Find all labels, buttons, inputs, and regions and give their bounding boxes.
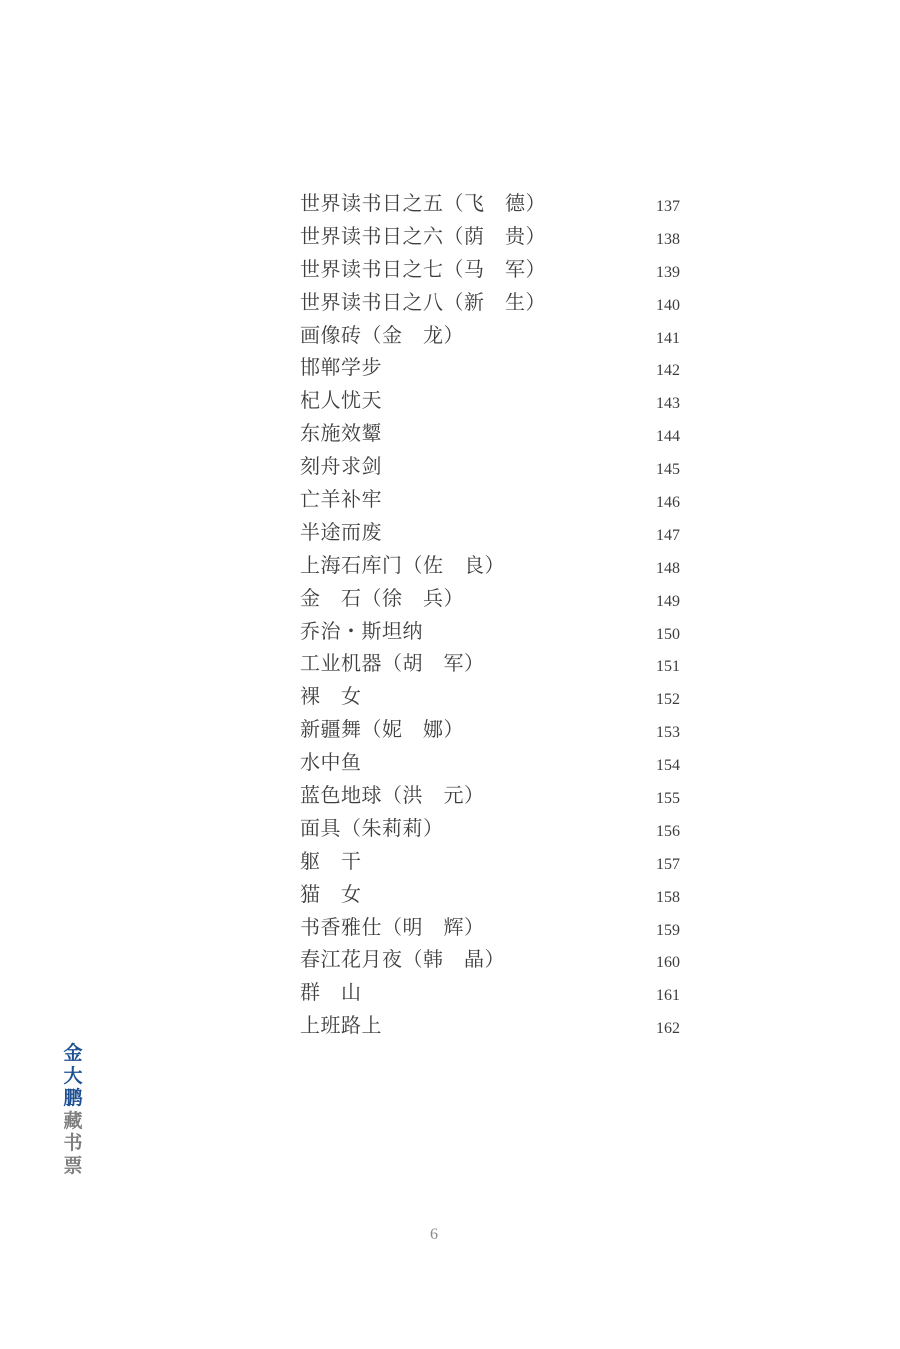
toc-entry-page: 138 xyxy=(656,230,680,248)
series-title-char: 票 xyxy=(63,1154,83,1177)
toc-entry-title: 猫 女 xyxy=(300,881,362,906)
toc-entry xyxy=(300,353,690,386)
toc-entry-title: 群 山 xyxy=(300,980,362,1005)
toc-entry-page: 155 xyxy=(656,790,680,808)
toc-entry-title: 春江花月夜（韩 晶） xyxy=(300,947,505,972)
toc-entry-title: 金 石（徐 兵） xyxy=(300,585,464,610)
toc-entry-title: 画像砖（金 龙） xyxy=(300,322,464,347)
toc-entry-title: 亡羊补牢 xyxy=(300,487,382,512)
series-title-char: 金 xyxy=(63,1042,83,1064)
toc-entry-page: 157 xyxy=(656,855,680,873)
toc-entry xyxy=(300,748,690,781)
toc-entry xyxy=(300,222,690,255)
toc-entry-title: 杞人忧天 xyxy=(300,388,382,413)
toc-entry-title: 书香雅仕（明 辉） xyxy=(300,914,485,939)
toc-entry xyxy=(300,255,690,288)
toc-entry xyxy=(300,1011,690,1044)
toc-entry xyxy=(300,913,690,946)
toc-entry-page: 147 xyxy=(656,526,680,544)
toc-entry-page: 153 xyxy=(656,724,680,742)
series-title-char: 书 xyxy=(63,1132,83,1154)
toc-entry-title: 邯郸学步 xyxy=(300,355,382,380)
page-number: 6 xyxy=(430,1226,438,1243)
book-series-title xyxy=(62,1042,84,1177)
toc-entry-page: 145 xyxy=(656,461,680,479)
toc-entry-page: 151 xyxy=(656,658,680,676)
toc-entry-title: 东施效颦 xyxy=(300,421,382,446)
toc-entry-page: 161 xyxy=(656,987,680,1005)
toc-entry-page: 150 xyxy=(656,625,680,643)
toc-entry-page: 140 xyxy=(656,296,680,314)
toc-entry-page: 149 xyxy=(656,592,680,610)
series-title-char: 藏 xyxy=(63,1109,83,1132)
toc-entry xyxy=(300,386,690,419)
toc-entry xyxy=(300,584,690,617)
toc-entry-page: 148 xyxy=(656,559,680,577)
toc-entry xyxy=(300,847,690,880)
toc-entry xyxy=(300,288,690,321)
toc-entry-title: 面具（朱莉莉） xyxy=(300,815,444,840)
toc-entry-page: 158 xyxy=(656,888,680,906)
toc-entry-page: 156 xyxy=(656,822,680,840)
toc-entry-title: 乔治・斯坦纳 xyxy=(300,618,423,643)
toc-entry-title: 世界读书日之六（荫 贵） xyxy=(300,223,546,248)
toc-entry xyxy=(300,715,690,748)
toc-entry xyxy=(300,321,690,354)
series-title-char: 鹏 xyxy=(63,1087,83,1109)
toc-entry-page: 141 xyxy=(656,329,680,347)
toc-entry xyxy=(300,452,690,485)
series-title-char: 大 xyxy=(63,1064,83,1087)
toc-entry xyxy=(300,485,690,518)
toc-entry-title: 世界读书日之五（飞 德） xyxy=(300,191,546,215)
toc-entry-title: 上班路上 xyxy=(300,1013,382,1038)
toc-entry xyxy=(300,814,690,847)
table-of-contents xyxy=(300,189,690,1044)
toc-entry xyxy=(300,945,690,978)
toc-entry-page: 159 xyxy=(656,921,680,939)
toc-entry-title: 世界读书日之七（马 军） xyxy=(300,256,546,281)
toc-entry xyxy=(300,978,690,1011)
toc-entry xyxy=(300,880,690,913)
toc-entry-title: 世界读书日之八（新 生） xyxy=(300,289,546,314)
toc-entry-page: 162 xyxy=(656,1020,680,1038)
toc-entry xyxy=(300,419,690,452)
toc-entry xyxy=(300,682,690,715)
toc-entry xyxy=(300,189,690,222)
toc-entry-title: 刻舟求剑 xyxy=(300,454,382,479)
toc-entry-title: 上海石库门（佐 良） xyxy=(300,552,505,577)
toc-entry xyxy=(300,617,690,650)
toc-entry xyxy=(300,781,690,814)
toc-entry-page: 160 xyxy=(656,954,680,972)
toc-entry-page: 146 xyxy=(656,494,680,512)
toc-entry-title: 新疆舞（妮 娜） xyxy=(300,717,464,742)
toc-entry-title: 水中鱼 xyxy=(300,750,362,775)
toc-entry-title: 半途而废 xyxy=(300,519,382,544)
toc-entry-title: 裸 女 xyxy=(300,684,362,709)
toc-entry xyxy=(300,518,690,551)
toc-entry-title: 蓝色地球（洪 元） xyxy=(300,783,485,808)
toc-entry-page: 144 xyxy=(656,428,680,446)
toc-entry xyxy=(300,649,690,682)
toc-entry-title: 躯 干 xyxy=(300,848,362,873)
toc-entry-page: 139 xyxy=(656,263,680,281)
toc-entry-page: 143 xyxy=(656,395,680,413)
toc-entry-page: 142 xyxy=(656,362,680,380)
toc-entry-page: 154 xyxy=(656,757,680,775)
toc-entry xyxy=(300,551,690,584)
toc-entry-page: 137 xyxy=(656,198,680,215)
toc-entry-title: 工业机器（胡 军） xyxy=(300,651,485,676)
toc-entry-page: 152 xyxy=(656,691,680,709)
